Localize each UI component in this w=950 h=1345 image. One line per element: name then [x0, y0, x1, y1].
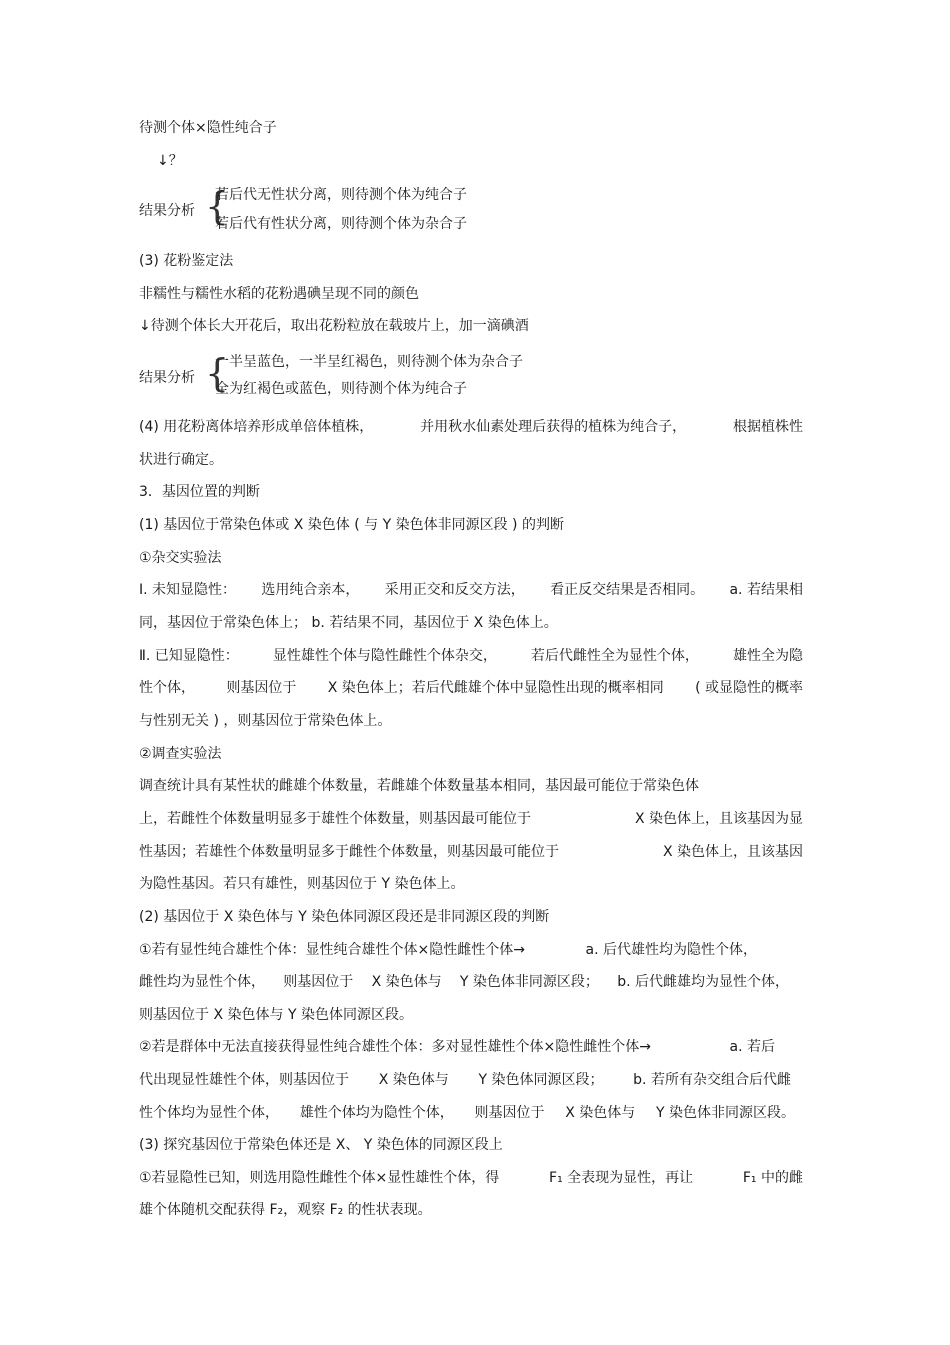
sub-heading: (2) 基因位于 X 染色体与 Y 染色体同源区段还是非同源区段的判断 [139, 909, 550, 925]
analysis-option: 一半呈蓝色，一半呈红褐色，则待测个体为杂合子 [215, 354, 523, 370]
paragraph-line: 同，基因位于常染色体上； b. 若结果不同，基因位于 X 染色体上。 [139, 615, 558, 631]
paragraph-line: ①若显隐性已知，则选用隐性雌性个体×显性雄性个体，得 F₁ 全表现为显性，再让 F₁ 中的雌 [139, 1170, 803, 1186]
paragraph-line: 与性别无关 ) ，则基因位于常染色体上。 [139, 713, 392, 729]
cross-line: 待测个体×隐性纯合子 [139, 120, 277, 136]
analysis-option: 若后代无性状分离，则待测个体为纯合子 [215, 187, 467, 203]
paragraph-line: ①若有显性纯合雄性个体：显性纯合雄性个体×隐性雌性个体→ a. 后代雄性均为隐性个体， [139, 942, 757, 958]
paragraph-line: 雌性均为显性个体， 则基因位于 X 染色体与 Y 染色体非同源区段； b. 后代雌雄均为显性个体， [139, 974, 789, 990]
sub-heading: (1) 基因位于常染色体或 X 染色体 ( 与 Y 染色体非同源区段 ) 的判断 [139, 517, 564, 533]
brace-icon: { [205, 351, 230, 395]
paragraph-line: 状进行确定。 [139, 452, 223, 468]
paragraph-line: 代出现显性雄性个体，则基因位于 X 染色体与 Y 染色体同源区段； b. 若所有杂交组合后代雌 [139, 1072, 791, 1088]
paragraph-line: 上，若雌性个体数量明显多于雄性个体数量，则基因最可能位于 X 染色体上，且该基因为显 [139, 811, 803, 827]
arrow-line: ↓？ [157, 153, 183, 169]
analysis-label: 结果分析 [139, 203, 195, 219]
analysis-label: 结果分析 [139, 370, 195, 386]
paragraph-line: Ⅰ. 未知显隐性： 选用纯合亲本， 采用正交和反交方法， 看正反交结果是否相同。 a. 若结果相 [139, 582, 803, 598]
text-line: ↓待测个体长大开花后，取出花粉粒放在载玻片上，加一滴碘酒 [139, 318, 529, 334]
paragraph-line: 性个体， 则基因位于 X 染色体上；若后代雌雄个体中显隐性出现的概率相同 ( 或显隐性的概率 [139, 680, 803, 696]
sub-heading: (3) 探究基因位于常染色体还是 X、 Y 染色体的同源区段上 [139, 1137, 503, 1153]
paragraph-line: 为隐性基因。若只有雄性，则基因位于 Y 染色体上。 [139, 876, 465, 892]
method-heading: ②调查实验法 [139, 746, 222, 762]
section-heading: 3．基因位置的判断 [139, 484, 260, 500]
paragraph-line: 性基因；若雄性个体数量明显多于雌性个体数量，则基因最可能位于 X 染色体上，且该基因 [139, 844, 803, 860]
paragraph-line: 性个体均为显性个体， 雄性个体均为隐性个体， 则基因位于 X 染色体与 Y 染色体非同源区段。 [139, 1105, 795, 1121]
analysis-option: 全为红褐色或蓝色，则待测个体为纯合子 [215, 381, 467, 397]
paragraph-line: 则基因位于 X 染色体与 Y 染色体同源区段。 [139, 1007, 413, 1023]
paragraph-line: Ⅱ. 已知显隐性： 显性雄性个体与隐性雌性个体杂交， 若后代雌性全为显性个体， 雄性全为隐 [139, 648, 803, 664]
text-line: 非糯性与糯性水稻的花粉遇碘呈现不同的颜色 [139, 286, 419, 302]
paragraph-line: (4) 用花粉离体培养形成单倍体植株， 并用秋水仙素处理后获得的植株为纯合子， 根据植株性 [139, 419, 803, 435]
paragraph-line: 雄个体随机交配获得 F₂，观察 F₂ 的性状表现。 [139, 1202, 432, 1218]
analysis-option: 若后代有性状分离，则待测个体为杂合子 [215, 216, 467, 232]
brace-icon: { [205, 184, 230, 228]
paragraph-line: ②若是群体中无法直接获得显性纯合雄性个体：多对显性雄性个体×隐性雌性个体→ a. 若后 [139, 1039, 775, 1055]
method-heading: ①杂交实验法 [139, 550, 222, 566]
paragraph-line: 调查统计具有某性状的雌雄个体数量，若雌雄个体数量基本相同，基因最可能位于常染色体 [139, 778, 699, 794]
section-heading: (3) 花粉鉴定法 [139, 253, 234, 269]
